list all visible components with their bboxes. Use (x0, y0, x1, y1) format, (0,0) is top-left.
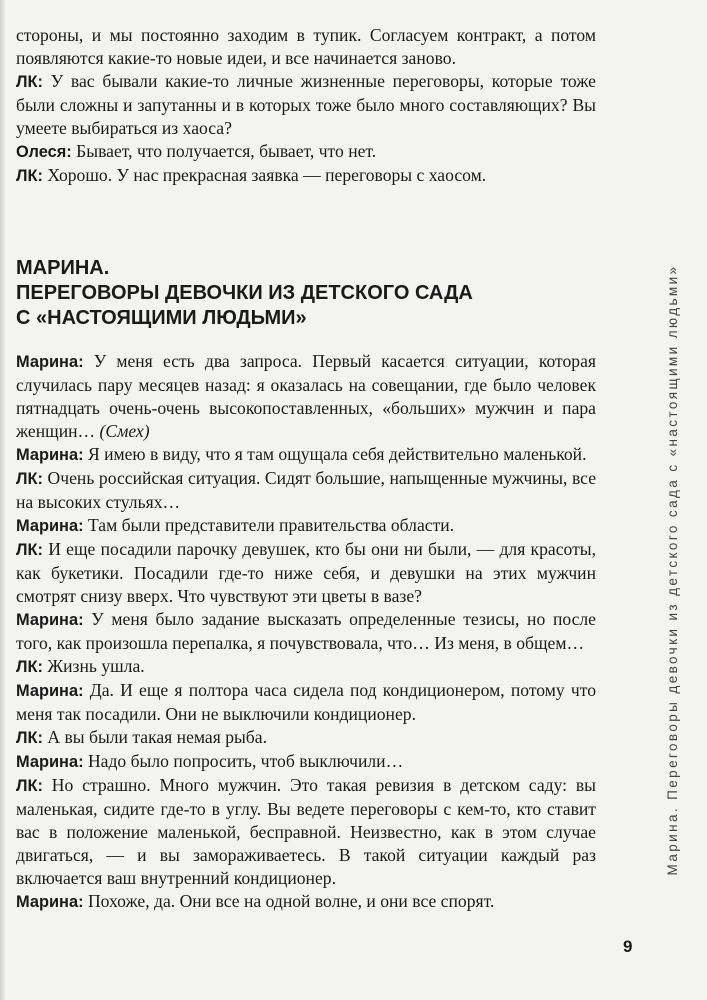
speaker-label: Олеся: (16, 143, 72, 161)
speaker-label: ЛК: (16, 729, 43, 747)
stage-note: (Смех) (99, 421, 150, 441)
dialogue-line: ЛК: А вы были такая немая рыба. (16, 727, 267, 747)
speaker-label: ЛК: (16, 777, 43, 795)
dialogue-line: Марина: Там были представители правительства области. (16, 515, 455, 535)
running-head-text: Марина. Переговоры девочки из детского сада с «настоящими людьми» (665, 264, 680, 876)
section-heading-line: ПЕРЕГОВОРЫ ДЕВОЧКИ ИЗ ДЕТСКОГО САДА (16, 282, 473, 304)
dialogue-line: Марина: Да. И еще я полтора часа сидела под кондиционером, потому что меня так посадили. Они не выключили кондиционер. (16, 680, 596, 724)
speaker-label: Марина: (16, 446, 84, 464)
speaker-label: Марина: (16, 353, 84, 371)
speaker-label: ЛК: (16, 470, 43, 488)
page-edge-shadow (0, 0, 6, 1000)
section-heading (16, 256, 596, 331)
dialogue-line: ЛК: И еще посадили парочку девушек, кто бы они ни были, — для красоты, как букетики. Посадили где-то ниже себя, и девушки на этих мужчин смотрят снизу вверх. Что чувствуют эти цветы в вазе? (16, 539, 596, 606)
speaker-label: ЛК: (16, 73, 43, 91)
dialogue-line: Олеся: Бывает, что получается, бывает, что нет. (16, 141, 377, 161)
section-heading-line: МАРИНА. (16, 257, 110, 279)
dialogue-line: ЛК: Но страшно. Много мужчин. Это такая ревизия в детском саду: вы маленькая, сидите где-то в углу. Вы ведете переговоры с кем-то, кто ставит вас в положение маленькой, бесправной. Неизвестно, как в этом случае двигаться, — и вы замораживаетесь. В такой ситуации каждый раз включается ваш внутренний кондиционер. (16, 775, 596, 888)
dialogue-line: ЛК: Хорошо. У нас прекрасная заявка — переговоры с хаосом. (16, 165, 487, 185)
speaker-label: ЛК: (16, 541, 43, 559)
dialogue-line: Марина: У меня было задание высказать определенные тезисы, но после того, как произошла перепалка, я почувствовала, что… Из меня, в общем… (16, 609, 596, 653)
running-head (662, 250, 684, 890)
dialogue-line: ЛК: Жизнь ушла. (16, 656, 145, 676)
body-text (16, 24, 596, 914)
section-heading-line: С «НАСТОЯЩИМИ ЛЮДЬМИ» (16, 307, 307, 329)
dialogue-line: Марина: Я имею в виду, что я там ощущала себя действительно маленькой. (16, 444, 587, 464)
speaker-label: Марина: (16, 682, 84, 700)
speaker-label: Марина: (16, 753, 84, 771)
speaker-label: Марина: (16, 893, 84, 911)
speaker-label: ЛК: (16, 658, 43, 676)
dialogue-line: Марина: У меня есть два запроса. Первый касается ситуации, которая случилась пару месяцев назад: я оказалась на совещании, где было человек пятнадцать очень-очень высокопоставленных, «больших» мужчин и пара женщин… (Смех) (16, 351, 596, 441)
speaker-label: Марина: (16, 611, 84, 629)
dialogue-line: Марина: Надо было попросить, чтоб выключили… (16, 751, 404, 771)
page-number: 9 (623, 937, 633, 956)
dialogue-line: ЛК: Очень российская ситуация. Сидят большие, напыщенные мужчины, все на высоких стульях… (16, 468, 596, 512)
dialogue-line: ЛК: У вас бывали какие-то личные жизненные переговоры, которые тоже были сложны и запутанны и в которых тоже было много составляющих? Вы умеете выбираться из хаоса? (16, 71, 596, 138)
dialogue-line: Марина: Похоже, да. Они все на одной волне, и они все спорят. (16, 891, 495, 911)
speaker-label: ЛК: (16, 167, 43, 185)
paragraph-continuation: стороны, и мы постоянно заходим в тупик. Согласуем контракт, а потом появляются какие-то новые идеи, и все начинается заново. (16, 25, 596, 68)
speaker-label: Марина: (16, 517, 84, 535)
